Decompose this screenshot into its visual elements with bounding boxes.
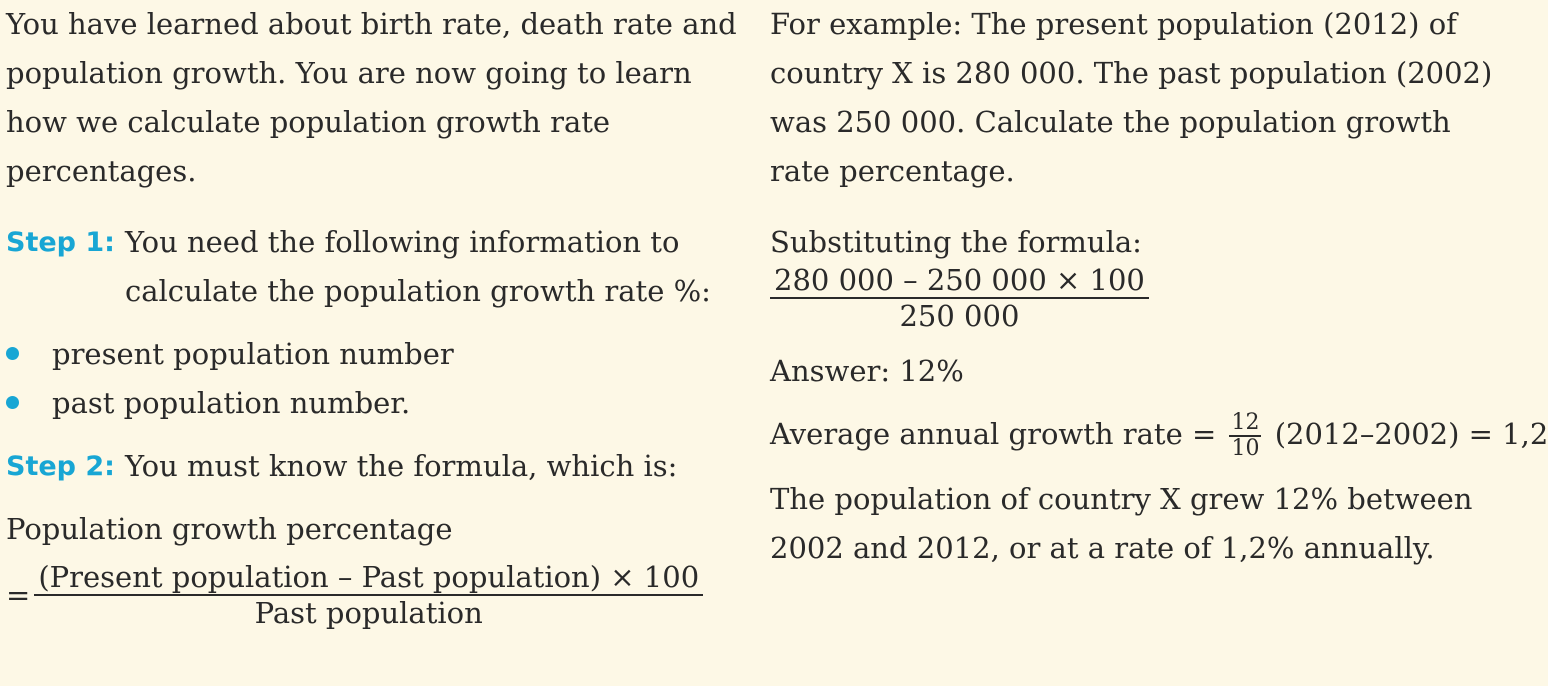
- right-column: [770, 0, 1548, 573]
- answer-text: Answer: 12%: [770, 354, 964, 388]
- step-1-label: Step 1:: [6, 227, 115, 258]
- substituted-formula: [770, 263, 1496, 333]
- info-list: [6, 330, 746, 428]
- growth-formula: [6, 560, 746, 630]
- formula-equals: =: [6, 577, 31, 612]
- average-prefix: Average annual growth rate =: [770, 417, 1217, 451]
- list-item-text: past population number.: [52, 386, 411, 420]
- list-item-text: present population number: [52, 337, 454, 371]
- substituted-denominator: 250 000: [899, 299, 1020, 333]
- step-2: [6, 442, 746, 491]
- substituted-numerator: 280 000 – 250 000 × 100: [770, 263, 1149, 299]
- average-numerator: 12: [1231, 410, 1260, 435]
- formula-numerator: (Present population – Past population) × 100: [34, 560, 703, 596]
- average-denominator: 10: [1231, 436, 1260, 461]
- step-1: [6, 218, 746, 316]
- step-2-text: You must know the formula, which is:: [124, 449, 678, 483]
- list-item: [6, 379, 746, 428]
- average-rate-line: [770, 410, 1548, 461]
- step-1-text: You need the following information to calculate the population growth rate %:: [124, 225, 711, 308]
- list-item: [6, 330, 746, 379]
- formula-title: Population growth percentage: [6, 512, 453, 546]
- average-fraction: [1229, 411, 1261, 461]
- formula-denominator: Past population: [254, 596, 483, 630]
- step-2-label: Step 2:: [6, 451, 115, 482]
- example-paragraph: For example: The present population (2012) of country X is 280 000. The past population (2002) was 250 000. Calculate the population growth rate percentage.: [770, 7, 1493, 188]
- bullet-icon: [6, 347, 19, 360]
- bullet-icon: [6, 396, 19, 409]
- average-suffix: (2012–2002) = 1,2: [1274, 417, 1548, 451]
- intro-paragraph: You have learned about birth rate, death rate and population growth. You are now going to learn how we calculate population growth rate percentages.: [6, 7, 737, 188]
- substituted-fraction: [770, 263, 1149, 333]
- conclusion-paragraph: The population of country X grew 12% between 2002 and 2012, or at a rate of 1,2% annually.: [770, 482, 1473, 565]
- substituting-label: Substituting the formula:: [770, 225, 1142, 259]
- formula-fraction: [34, 560, 703, 630]
- left-column: [6, 0, 746, 630]
